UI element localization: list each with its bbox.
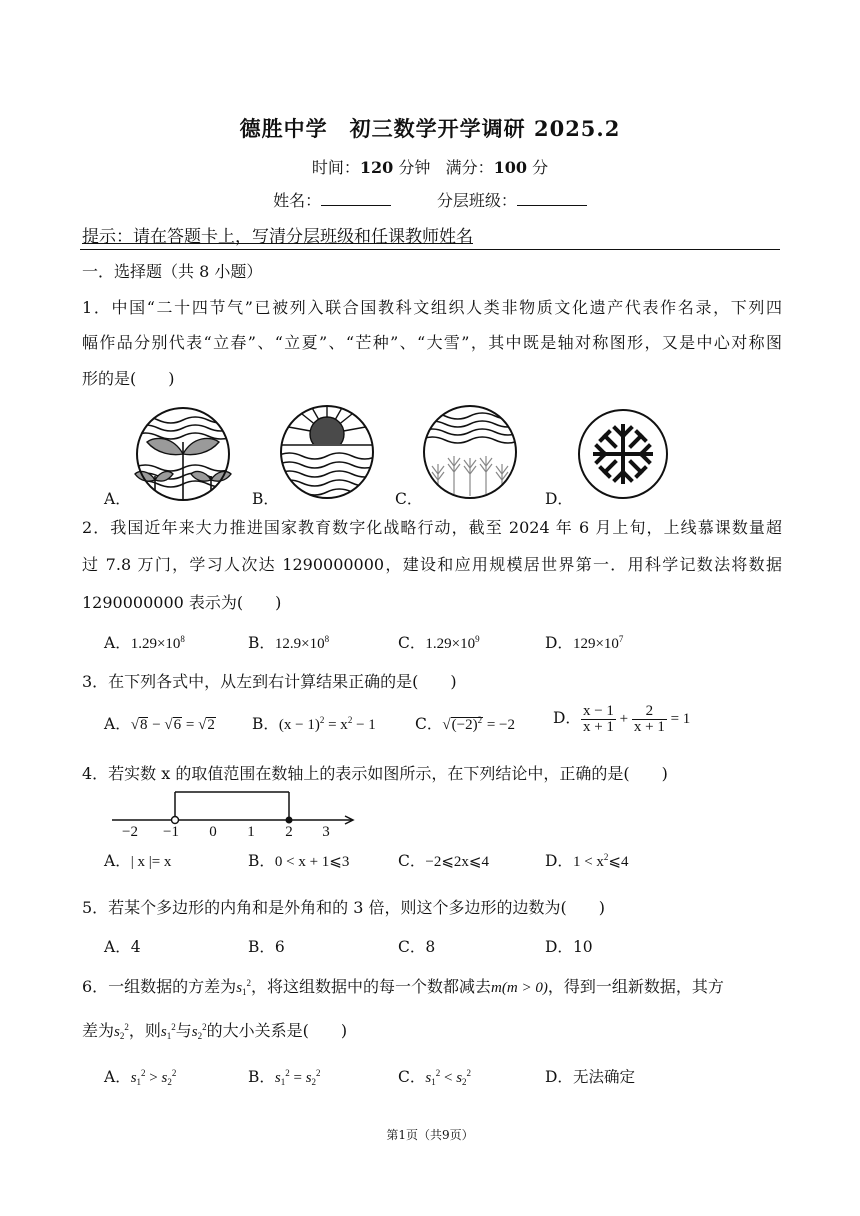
q6-line1: 6．一组数据的方差为$s_1^2$，将这组数据中的每一个数都减去m(m > 0)，得到一组新数据，其方 (82, 977, 724, 997)
class-blank[interactable] (517, 191, 587, 206)
open-endpoint (172, 817, 179, 824)
grain-in-ear-icon (420, 404, 520, 500)
q2-line1: 2．我国近年来大力推进国家教育数字化战略行动，截至 2024 年 6 月上旬，上线慕课数量超 (82, 518, 782, 537)
summer-sun-waves-icon (277, 404, 377, 500)
q1-line3: 形的是( ) (82, 369, 175, 388)
q4-option-d[interactable]: D．$1 < x^2⩽4$ (545, 852, 629, 870)
q1-option-b-label: B． (252, 490, 279, 508)
q3-option-d[interactable]: D． $\frac{x - 1}{x + 1}$ + $\frac{2}{x + 1}$ = 1 (553, 703, 691, 735)
exam-hint: 提示：请在答题卡上，写清分层班级和任课教师姓名 (82, 227, 473, 247)
q1-option-a-label: A． (104, 490, 131, 508)
q6-option-a[interactable]: A．$s_1^2 > s_2^2$ (104, 1068, 177, 1087)
q2-option-b[interactable]: B．$12.9\times 10^8$ (248, 634, 330, 652)
q2-option-d[interactable]: D．$129\times 10^7$ (545, 634, 624, 652)
q6-option-d[interactable]: D．无法确定 (545, 1068, 635, 1086)
q4-option-c[interactable]: C．−2⩽2x⩽4 (398, 852, 489, 870)
q3-stem: 3．在下列各式中，从左到右计算结果正确的是( ) (82, 672, 457, 691)
page-footer: 第1页（共9页） (386, 1128, 474, 1142)
snowflake-icon (577, 408, 669, 500)
q4-option-b[interactable]: B．0 < x + 1⩽3 (248, 852, 350, 870)
q2-line2: 过 7.8 万门，学习人次达 1290000000，建设和应用规模居世界第一．用科学记数法将数据 (82, 555, 782, 574)
q1-option-d-label: D． (545, 490, 573, 508)
section-title: 一．选择题（共 8 小题） (82, 262, 263, 281)
name-blank[interactable] (321, 191, 391, 206)
q6-option-c[interactable]: C．$s_1^2 < s_2^2$ (398, 1068, 472, 1087)
q2-option-a[interactable]: A．$1.29\times 10^8$ (104, 634, 185, 652)
q5-option-a[interactable]: A．4 (104, 938, 141, 956)
class-label: 分层班级： (436, 191, 517, 210)
q6-line2: 差为$s_2^2$，则$s_1^2$与$s_2^2$的大小关系是( ) (82, 1021, 348, 1041)
q1-line1: 1．中国“二十四节气”已被列入联合国教科文组织人类非物质文化遗产代表作名录，下列四 (82, 298, 782, 317)
axis-tick-label: 1 (247, 824, 255, 838)
axis-tick-label: −1 (163, 824, 179, 838)
q2-option-c[interactable]: C．$1.29\times 10^9$ (398, 634, 480, 652)
q4-stem: 4．若实数 x 的取值范围在数轴上的表示如图所示，在下列结论中，正确的是( ) (82, 764, 668, 783)
spring-sprout-icon (133, 406, 233, 502)
q6-option-b[interactable]: B．$s_1^2 = s_2^2$ (248, 1068, 321, 1087)
student-fields (0, 188, 860, 211)
axis-tick-label: 2 (285, 824, 293, 838)
closed-endpoint (286, 817, 293, 824)
q5-stem: 5．若某个多边形的内角和是外角和的 3 倍，则这个多边形的边数为( ) (82, 898, 606, 917)
q1-option-c-label: C． (395, 490, 423, 508)
axis-tick-label: −2 (122, 824, 138, 838)
q5-option-c[interactable]: C．8 (398, 938, 436, 956)
q3-option-c[interactable]: C．$√(-2)^2 = -2$ (415, 715, 515, 733)
exam-title: 德胜中学 初三数学开学调研 2025.2 (239, 116, 621, 141)
q4-option-a[interactable]: A．| x |= x (104, 852, 172, 870)
q5-option-b[interactable]: B．6 (248, 938, 285, 956)
number-line-figure (108, 788, 360, 838)
axis-tick-label: 3 (322, 824, 330, 838)
q3-option-b[interactable]: B．$(x - 1)^2 = x^2 - 1$ (252, 715, 376, 733)
header-divider (80, 249, 780, 250)
q3-option-a[interactable]: A．√8 − √6 = √2 (104, 715, 215, 733)
name-label: 姓名： (273, 191, 322, 210)
q5-option-d[interactable]: D．10 (545, 938, 593, 956)
q2-line3: 1290000000 表示为( ) (82, 593, 282, 612)
exam-meta: 时间：120 分钟 满分：100 分 (311, 158, 549, 177)
q1-line2: 幅作品分别代表“立春”、“立夏”、“芒种”、“大雪”，其中既是轴对称图形，又是中心对称图 (82, 333, 782, 352)
axis-tick-label: 0 (209, 824, 217, 838)
